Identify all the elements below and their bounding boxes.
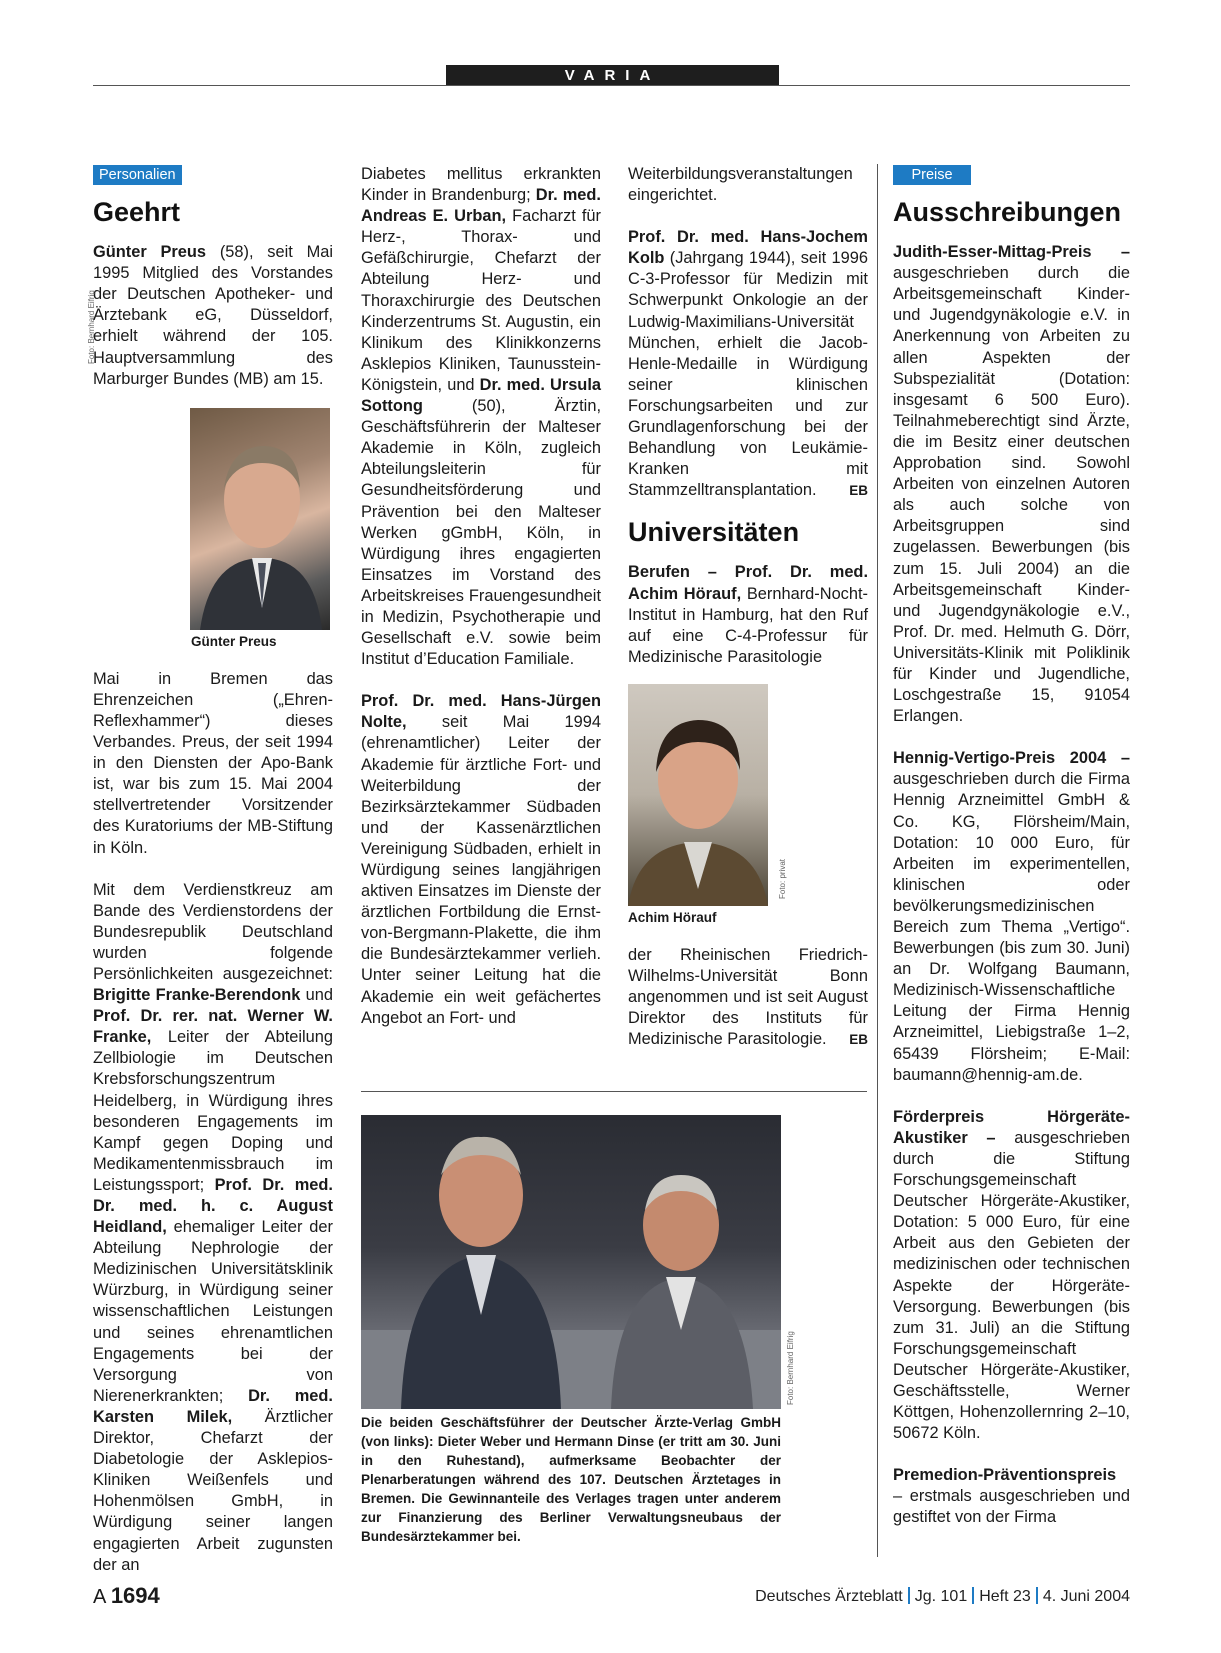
- prize-name: Premedion-Präventionspreis: [893, 1466, 1117, 1485]
- paragraph: Berufen – Prof. Dr. med. Achim Hörauf, Bernhard-Nocht-Institut in Hamburg, hat den Ruf auf eine C-4-Professur für Medizinische Parasitologie: [628, 563, 869, 666]
- person-name: Brigitte Franke-Berendonk: [93, 986, 301, 1005]
- volume: Jg. 101: [914, 1588, 968, 1605]
- person-name: Prof. Dr. med. Hans-Jürgen Nolte,: [361, 692, 601, 732]
- paragraph: Judith-Esser-Mittag-Preis – ausgeschrieben durch die Arbeitsgemeinschaft Kinder- und Jugendgynäkologie e.V. in Anerkennung von Arbeiten zu allen Aspekten der Subspezialität (Dotation: insgesamt 6 500 Euro). Teilnahmeberechtigt sind Ärzte, die im Besitz einer deutschen Approbation sind. Sowohl Arbeiten von einzelnen Autoren als auch solche von Arbeitsgruppen sind zugelassen. Bewerbungen (bis zum 15. Juli 2004) an die Arbeitsgemeinschaft Kinder- und Jugendgynäkologie e.V., Prof. Dr. med. Helmuth G. Dörr, Universitäts-Klinik mit Poliklinik für Kinder und Jugendliche, Loschgestraße 15, 91054 Erlangen.: [893, 243, 1130, 726]
- paragraph: Mit dem Verdienstkreuz am Bande des Verdienstordens der Bundesrepublik Deutschland wurden folgende Persönlichkeiten ausgezeichnet: Brigitte Franke-Berendonk und Prof. Dr. rer. nat. Werner W. Franke, Leiter der Abteilung Zellbiologie im Deutschen Krebsforschungszentrum Heidelberg, in Würdigung ihres besonderen Engagements im Kampf gegen Doping und Medikamentenmissbrauch im Leistungssport; Prof. Dr. med. Dr. med. h. c. August Heidland, ehemaliger Leiter der Abteilung Nephrologie der Medizinischen Universitätsklinik Würzburg, in Würdigung seiner wissenschaftlichen Leistungen und seines ehrenamtlichen Engagements bei der Versorgung von Nierenerkrankten; Dr. med. Karsten Milek, Ärztlicher Direktor, Chefarzt der Diabetologie der Asklepios-Kliniken Weißenfels und Hohenmölsen GmbH, in Würdigung seiner langen engagierten Arbeit zugunsten der an: [93, 880, 333, 1574]
- paragraph: Mai in Bremen das Ehrenzeichen („Ehren-Reflexhammer“) dieses Verbandes. Preus, der seit 1994 in den Diensten der Apo-Bank ist, war bis zum 15. Mai 2004 stellvertretender Vorsitzender des Kuratoriums der MB-Stiftung in Köln.: [93, 669, 333, 857]
- journal-name: Deutsches Ärzteblatt: [755, 1588, 903, 1605]
- column-universitaeten: [628, 164, 868, 1050]
- category-tag: Preise: [893, 165, 971, 185]
- photo-caption: Günter Preus: [191, 633, 277, 649]
- author-signature: EB: [849, 483, 868, 499]
- prize-name: Judith-Esser-Mittag-Preis –: [893, 243, 1130, 262]
- person-name: Dr. med. Ursula Sottong: [361, 375, 601, 416]
- photo-caption: Achim Hörauf: [628, 909, 717, 925]
- person-name: Prof. Dr. rer. nat. Werner W. Franke,: [93, 1007, 333, 1047]
- issue-date: 4. Juni 2004: [1042, 1588, 1130, 1605]
- paragraph: Hennig-Vertigo-Preis 2004 – ausgeschrieben durch die Firma Hennig Arzneimittel GmbH & Co. KG, Flörsheim/Main, Dotation: 10 000 Euro, für Arbeiten im experimentellen, klinischen oder bevölkerungsmedizinischen Bereich zum Thema „Vertigo“. Bewerbungen (bis zum 30. Juni) an Dr. Wolfgang Baumann, Medizinisch-Wissenschaftliche Leitung der Firma Hennig Arzneimittel, Liebigstraße 1–2, 65439 Flörsheim; E-Mail: baumann@hennig-am.de.: [893, 749, 1130, 1084]
- column-personalien: [87, 164, 333, 1576]
- portrait-photo: [628, 684, 768, 906]
- paragraph: Prof. Dr. med. Hans-Jürgen Nolte, seit Mai 1994 (ehrenamtlicher) Leiter der Akademie für ärztliche Fort- und Weiterbildung der Bezirksärztekammer Südbaden und der Kassenärztlichen Vereinigung Südbaden, erhielt in Würdigung seines langjährigen aktiven Einsatzes im Dienste der ärztlichen Fortbildung die Ernst-von-Bergmann-Plakette, die ihm die Bundesärztekammer verlieh. Unter seiner Leitung hat die Akademie ein weit gefächertes Angebot an Fort- und: [361, 692, 601, 1027]
- paragraph: Günter Preus (58), seit Mai 1995 Mitglied des Vorstandes der Deutschen Apotheker- und Ärztebank eG, Düsseldorf, erhielt während der 105. Hauptversammlung des Marburger Bundes (MB) am 15.: [93, 243, 333, 388]
- section-title: Universitäten: [628, 517, 800, 548]
- photo-credit: Foto: Bernhard Eifrig: [786, 1331, 795, 1405]
- prize-name: Hennig-Vertigo-Preis 2004 –: [893, 749, 1130, 768]
- column-personalien-2: [361, 164, 601, 1029]
- person-name: Dr. med. Andreas E. Urban,: [361, 186, 601, 226]
- author-signature: EB: [849, 1032, 868, 1048]
- header-rule: [93, 85, 1130, 86]
- photo-credit: Foto: privat: [778, 858, 787, 899]
- person-name: Berufen – Prof. Dr. med. Achim Hörauf,: [628, 563, 868, 603]
- issue: Heft 23: [979, 1588, 1031, 1605]
- paragraph: Weiterbildungsveranstaltungen eingerichtet.: [628, 165, 853, 205]
- photo-credit: Foto: Bernhard Eifrig: [87, 290, 96, 364]
- paragraph: der Rheinischen Friedrich-Wilhelms-Universität Bonn angenommen und ist seit August Direktor des Instituts für Medizinische Parasitologie. EB: [628, 945, 868, 1050]
- portrait-illustration: [190, 408, 330, 630]
- photo-caption: Die beiden Geschäftsführer der Deutscher Ärzte-Verlag GmbH (von links): Dieter Weber und Hermann Dinse (er tritt am 30. Juni in den Ruhestand), aufmerksame Beobachter der Plenarberatungen während des 107. Deutschen Ärztetages in Bremen. Die Gewinnanteile des Verlages tragen unter anderem zur Finanzierung des Berliner Verwaltungsneubaus der Bundesärztekammer bei.: [361, 1415, 781, 1544]
- person-name: Prof. Dr. med. Dr. med. h. c. August Heidland,: [93, 1175, 333, 1237]
- column-divider: [877, 164, 878, 1557]
- paragraph: Prof. Dr. med. Hans-Jochem Kolb (Jahrgang 1944), seit 1996 C-3-Professor für Medizin mit Schwerpunkt Onkologie an der Ludwig-Maximilians-Universität München, erhielt die Jacob-Henle-Medaille in Würdigung seiner klinischen Forschungsarbeiten und zur Grundlagenforschung bei der Behandlung von Leukämie-Kranken mit Stammzelltransplantation. EB: [628, 227, 868, 501]
- person-name: Dr. med. Karsten Milek,: [93, 1386, 333, 1426]
- section-header: VARIA: [446, 65, 779, 86]
- portrait-photo: [190, 408, 330, 630]
- group-photo: [361, 1115, 781, 1409]
- group-photo-illustration: [361, 1115, 781, 1409]
- page-number: A 1694: [93, 1583, 160, 1608]
- paragraph: Diabetes mellitus erkrankten Kinder in Brandenburg; Dr. med. Andreas E. Urban, Facharzt für Herz-, Thorax- und Gefäßchirurgie, Chefarzt der Abteilung Herz- und Thoraxchirurgie des Deutschen Kinderzentrums St. Augustin, ein Klinikum des Klinikkonzerns Asklepios Kliniken, Taunusstein-Königstein, und Dr. med. Ursula Sottong (50), Ärztin, Geschäftsführerin der Malteser Akademie in Köln, zugleich Abteilungsleiterin für Gesundheitsförderung und Prävention bei den Malteser Werken gGmbH, Köln, in Würdigung ihres engagierten Einsatzes im Vorstand des Arbeitskreises Frauengesundheit in Medizin, Psychotherapie und Gesellschaft e.V. sowie beim Institut d’Education Familiale.: [361, 165, 601, 669]
- article-title: Ausschreibungen: [893, 197, 1122, 228]
- divider: [361, 1091, 867, 1092]
- person-name: Günter Preus: [93, 243, 207, 262]
- paragraph: Förderpreis Hörgeräte-Akustiker – ausgeschrieben durch die Stiftung Forschungsgemeinschaft Deutscher Hörgeräte-Akustiker, Dotation: 5 000 Euro, für eine Arbeit aus den Gebieten der medizinischen oder technischen Aspekte der Hörgeräte-Versorgung. Bewerbungen (bis zum 31. Juli) an die Stiftung Forschungsgemeinschaft Deutscher Hörgeräte-Akustiker, Geschäftsstelle, Werner Köttgen, Hohenzollernring 2–10, 50672 Köln.: [893, 1107, 1130, 1443]
- category-tag: Personalien: [93, 165, 182, 185]
- article-title: Geehrt: [93, 197, 181, 228]
- photo-block: [628, 684, 788, 906]
- person-name: Prof. Dr. med. Hans-Jochem Kolb: [628, 228, 868, 268]
- portrait-illustration: [628, 684, 768, 906]
- prize-name: Förderpreis Hörgeräte-Akustiker –: [893, 1107, 1130, 1147]
- paragraph: Premedion-Präventionspreis – erstmals ausgeschrieben und gestiftet von der Firma: [893, 1466, 1130, 1527]
- journal-info: [755, 1587, 1130, 1606]
- column-preise: [893, 164, 1130, 1529]
- group-photo-block: [361, 1115, 795, 1546]
